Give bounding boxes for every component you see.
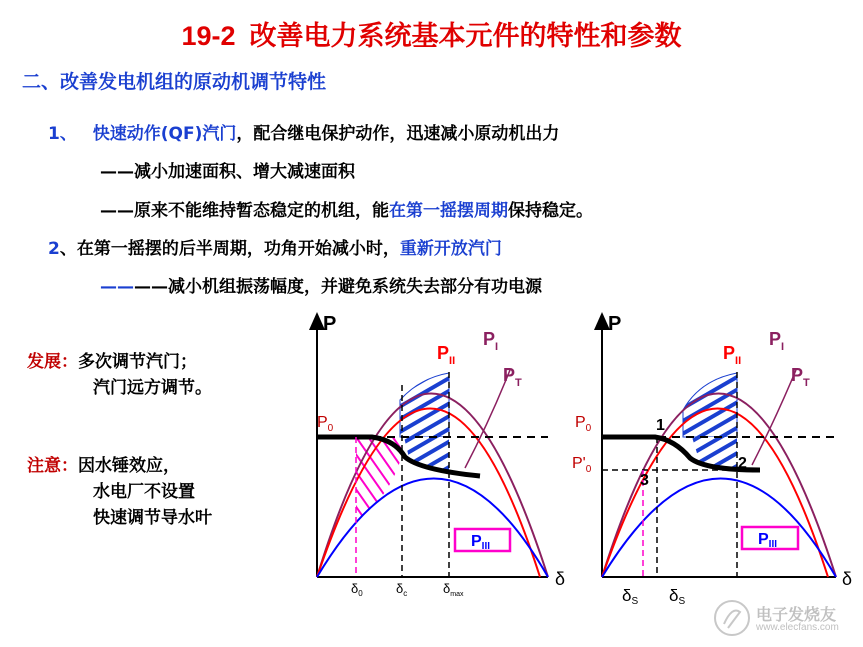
note-attention-label: 注意： (27, 456, 78, 476)
section-subtitle: 二、改善发电机组的原动机调节特性 (22, 71, 327, 93)
right-pII-label: $P_{II}$ (723, 343, 742, 367)
point-1-dash-2-post: 保持稳定。 (508, 201, 593, 221)
right-point-1: 1 (656, 417, 665, 434)
right-pT-label: $P_T$ (791, 365, 810, 389)
left-acceleration-area (356, 437, 402, 520)
right-point-2: 2 (738, 455, 747, 472)
note-development-text-1: 多次调节汽门； (78, 352, 197, 372)
left-pII-label: $P_{II}$ (437, 343, 456, 367)
left-pT-label: $P_T$ (503, 365, 522, 389)
left-pIII-label: PIII (471, 533, 491, 552)
point-2-text: 、在第一摇摆的后半周期，功角开始减小时， (59, 239, 400, 259)
point-1-number: 1、 (48, 124, 77, 144)
left-delta0-label: $\delta_0$ (351, 581, 363, 598)
left-deltac-label: $\delta_c$ (396, 581, 408, 598)
right-deceleration-area (683, 373, 737, 437)
right-pIII-label: PIII (758, 531, 778, 550)
right-p-axis-label: P (608, 313, 622, 335)
right-deltas2-label: δS (669, 586, 686, 607)
right-delta-axis-label: δ (842, 569, 853, 589)
note-attention-text-2: 水电厂不设置 (93, 482, 195, 502)
diagram-right (572, 313, 852, 607)
note-development-text-2: 汽门远方调节。 (93, 378, 212, 398)
point-1-rest: ，配合继电保护动作，迅速减小原动机出力 (236, 124, 560, 144)
watermark-url: www.elecfans.com (756, 622, 839, 633)
right-point-3: 3 (640, 472, 649, 489)
left-p-axis-label: P (323, 313, 337, 335)
point-1-dash-2-highlight: 在第一摇摆周期 (389, 201, 508, 221)
note-attention-text-3: 快速调节导水叶 (93, 508, 212, 528)
left-curve-pIII (317, 479, 548, 578)
left-deltamax-label: $\delta_{max}$ (443, 581, 464, 598)
right-p0-label: $P_0$ (575, 414, 592, 434)
left-p0-label: $P_0$ (317, 414, 334, 434)
point-2-highlight: 重新开放汽门 (399, 239, 502, 259)
point-2-dash-lead: —— (100, 277, 134, 297)
diagram-left (317, 313, 565, 598)
left-pI-label: $P_I$ (483, 329, 499, 353)
right-p0prime-label: $P'_0$ (572, 455, 592, 475)
right-deltas1-label: δS (622, 586, 639, 607)
title-number: 19-2 (181, 21, 236, 51)
point-1-lead: 快速动作(QF)汽门 (92, 124, 237, 144)
note-development-label: 发展： (27, 352, 78, 372)
point-2-dash-text: ——减小机组振荡幅度，并避免系统失去部分有功电源 (134, 277, 542, 297)
point-1-dash-1: ——减小加速面积、增大减速面积 (100, 162, 355, 182)
left-delta-axis-label: δ (555, 569, 566, 589)
note-attention-text-1: 因水锤效应， (78, 456, 180, 476)
point-2-number: 2 (48, 239, 60, 259)
right-pI-label: $P_I$ (769, 329, 785, 353)
watermark-logo-icon (712, 598, 752, 638)
title-text: 改善电力系统基本元件的特性和参数 (249, 21, 682, 52)
watermark-brand: 电子发烧友 (756, 605, 837, 624)
left-deceleration-area (400, 373, 449, 437)
point-1-dash-2-pre: ——原来不能维持暂态稳定的机组，能 (100, 201, 389, 221)
